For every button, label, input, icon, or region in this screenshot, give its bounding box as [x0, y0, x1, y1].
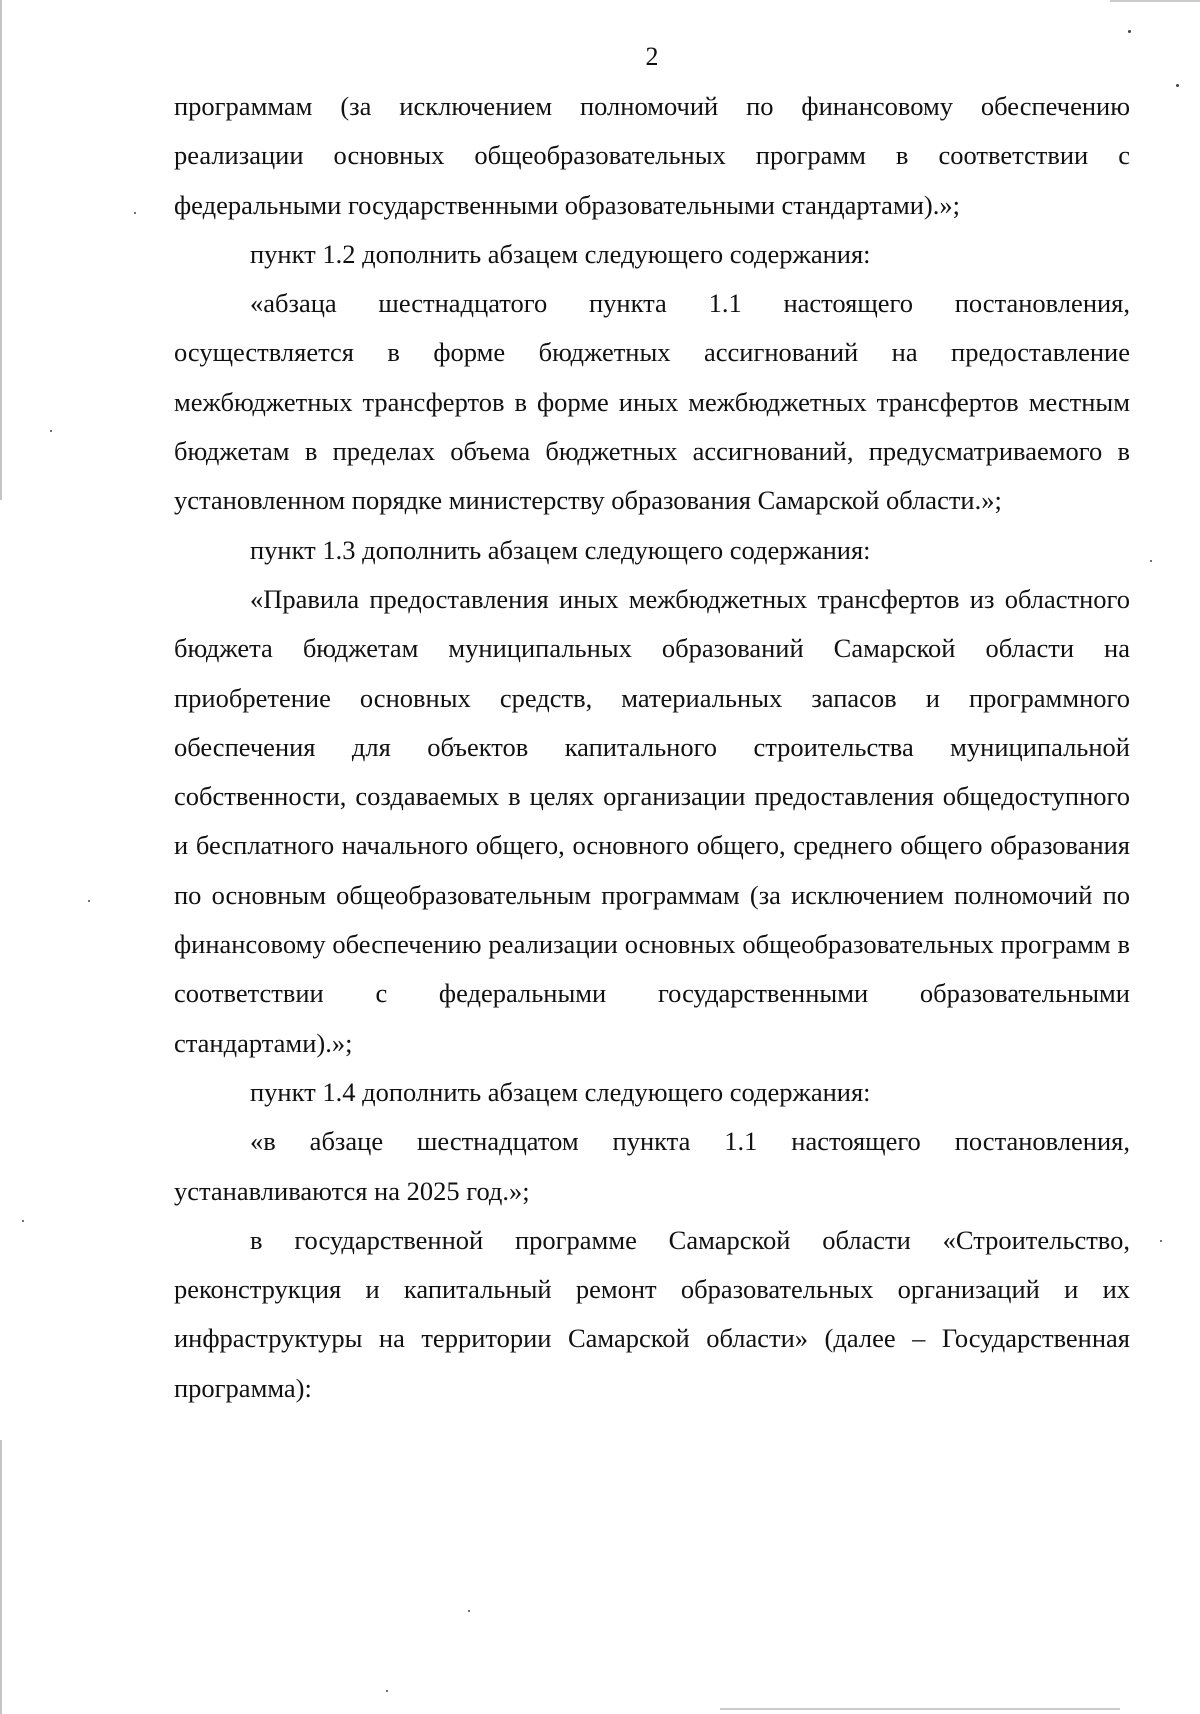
scan-speck [468, 1610, 470, 1612]
paragraph-quote-1-4: «в абзаце шестнадцатом пункта 1.1 настоящего постановления, устанавливаются на 2025 год.»; [174, 1126, 1130, 1206]
scan-speck [134, 212, 136, 214]
scan-edge-left [0, 0, 2, 500]
document-body [174, 82, 1130, 1413]
scan-speck [386, 1690, 388, 1692]
paragraph-item-1-4: пункт 1.4 дополнить абзацем следующего содержания: [250, 1076, 871, 1107]
scan-edge-bottom [720, 1708, 1120, 1710]
scan-speck [1160, 1240, 1162, 1242]
paragraph-state-program: в государственной программе Самарской области «Строительство, реконструкция и капитальный ремонт образовательных организаций и их инфраструктуры на территории Самарской области» (далее – Государственная программа): [174, 1224, 1130, 1403]
paragraph-continuation: программам (за исключением полномочий по финансовому обеспечению реализации основных общеобразовательных программ в соответствии с федеральными государственными образовательными стандартами).»; [174, 91, 1130, 220]
paragraph-quote-1-3: «Правила предоставления иных межбюджетных трансфертов из областного бюджета бюджетам муниципальных образований Самарской области на приобретение основных средств, материальных запасов и программного обеспечения для объектов капитального строительства муниципальной собственности, создаваемых в целях организации предоставления общедоступного и бесплатного начального общего, основного общего, среднего общего образования по основным общеобразовательным программам (за исключением полномочий по финансовому обеспечению реализации основных общеобразовательных программ в соответствии с федеральными государственными образовательными стандартами).»; [174, 583, 1130, 1058]
scan-edge-top-right [1110, 0, 1200, 2]
scan-edge-left-lower [0, 1440, 2, 1714]
paragraph-quote-1-2: «абзаца шестнадцатого пункта 1.1 настоящего постановления, осуществляется в форме бюджетных ассигнований на предоставление межбюджетных трансфертов в форме иных межбюджетных трансфертов местным бюджетам в пределах объема бюджетных ассигнований, предусматриваемого в установленном порядке министерству образования Самарской области.»; [174, 288, 1130, 516]
paragraph-item-1-3: пункт 1.3 дополнить абзацем следующего содержания: [250, 534, 871, 565]
scan-speck [1176, 84, 1179, 87]
scan-speck [88, 900, 90, 902]
page-number: 2 [645, 42, 659, 71]
scan-speck [22, 1220, 24, 1222]
scan-speck [1150, 560, 1152, 562]
scan-speck [50, 430, 52, 432]
paragraph-item-1-2: пункт 1.2 дополнить абзацем следующего содержания: [250, 238, 871, 269]
scan-speck [1128, 30, 1131, 33]
